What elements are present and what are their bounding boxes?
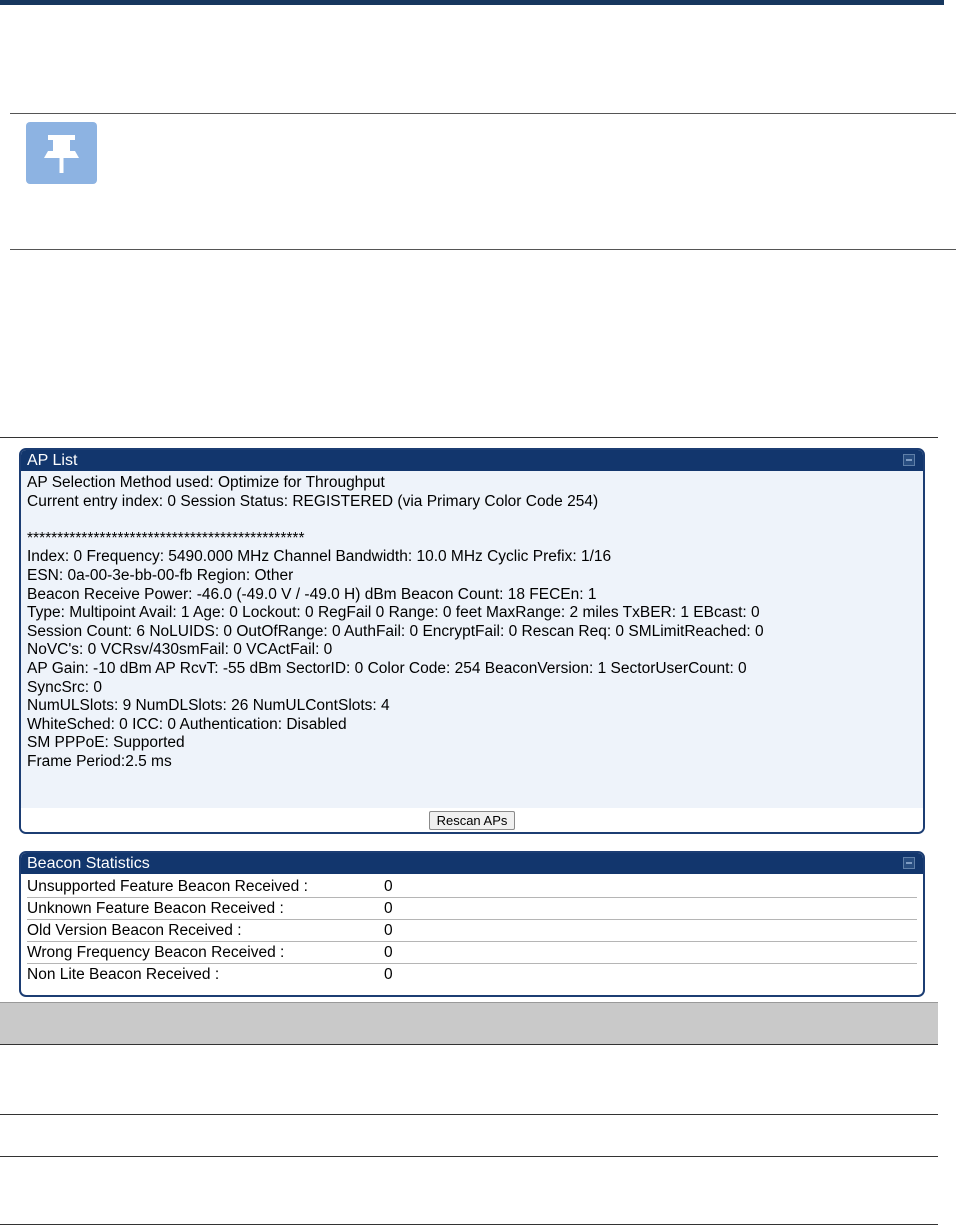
- beacon-statistics-table: [27, 876, 917, 985]
- table-divider: [0, 1044, 938, 1045]
- ap-list-line: NoVC's: 0 VCRsv/430smFail: 0 VCActFail: 0: [27, 641, 333, 659]
- table-row: [27, 964, 917, 986]
- table-divider: [0, 1224, 938, 1225]
- rescan-aps-button[interactable]: Rescan APs: [429, 811, 516, 830]
- collapse-icon[interactable]: [903, 454, 915, 466]
- ap-list-line: Beacon Receive Power: -46.0 (-49.0 V / -49.0 H) dBm Beacon Count: 18 FECEn: 1: [27, 585, 597, 603]
- ap-list-panel: [19, 448, 925, 834]
- ap-list-line: Current entry index: 0 Session Status: REGISTERED (via Primary Color Code 254): [27, 492, 599, 510]
- ap-list-separator: **********************************************: [27, 529, 305, 547]
- table-header-bar: [0, 1002, 938, 1045]
- beacon-statistics-title: Beacon Statistics: [27, 855, 150, 872]
- ap-list-line: Frame Period:2.5 ms: [27, 752, 172, 770]
- stat-value: 0: [384, 942, 917, 964]
- ap-list-line: SyncSrc: 0: [27, 678, 102, 696]
- ap-list-header: [21, 450, 923, 471]
- table-row: [27, 942, 917, 964]
- collapse-icon[interactable]: [903, 857, 915, 869]
- ap-list-line: [27, 511, 923, 530]
- stat-label: Non Lite Beacon Received :: [27, 965, 220, 983]
- ap-list-body: [21, 471, 923, 772]
- stat-label: Wrong Frequency Beacon Received :: [27, 942, 384, 964]
- table-row: [27, 920, 917, 942]
- stat-label: Unsupported Feature Beacon Received :: [27, 876, 384, 898]
- stat-value: 0: [384, 876, 917, 898]
- beacon-statistics-panel: [19, 851, 925, 997]
- note-bottom-rule: [10, 249, 956, 250]
- table-row: [27, 898, 917, 920]
- table-row: [27, 876, 917, 898]
- ap-list-line: AP Gain: -10 dBm AP RcvT: -55 dBm SectorID: 0 Color Code: 254 BeaconVersion: 1 SectorUserCount: 0: [27, 659, 747, 677]
- ap-list-line: Session Count: 6 NoLUIDS: 0 OutOfRange: 0 AuthFail: 0 EncryptFail: 0 Rescan Req: 0 SMLimitReached: 0: [27, 622, 764, 640]
- screenshot-frame-top: [0, 437, 938, 438]
- stat-value: 0: [384, 898, 917, 920]
- ap-list-line: Index: 0 Frequency: 5490.000 MHz Channel Bandwidth: 10.0 MHz Cyclic Prefix: 1/16: [27, 548, 612, 566]
- ap-list-line: ESN: 0a-00-3e-bb-00-fb Region: Other: [27, 566, 294, 584]
- ap-list-line: WhiteSched: 0 ICC: 0 Authentication: Disabled: [27, 715, 347, 733]
- ap-list-line: SM PPPoE: Supported: [27, 734, 185, 752]
- note-top-rule: [10, 113, 956, 114]
- stat-value: 0: [384, 920, 917, 942]
- pushpin-icon: [26, 122, 97, 184]
- table-divider: [0, 1114, 938, 1115]
- stat-value: 0: [384, 965, 393, 983]
- table-divider: [0, 1156, 938, 1157]
- stat-label: Old Version Beacon Received :: [27, 920, 384, 942]
- ap-list-footer: [21, 808, 923, 832]
- ap-list-title: AP List: [27, 452, 78, 469]
- ap-list-line: NumULSlots: 9 NumDLSlots: 26 NumULContSlots: 4: [27, 697, 390, 715]
- beacon-statistics-header: [21, 853, 923, 874]
- stat-label: Unknown Feature Beacon Received :: [27, 898, 384, 920]
- ap-list-line: Type: Multipoint Avail: 1 Age: 0 Lockout: 0 RegFail 0 Range: 0 feet MaxRange: 2 miles TxBER: 1 EBcast: 0: [27, 604, 760, 622]
- ap-list-line: AP Selection Method used: Optimize for Throughput: [27, 474, 385, 491]
- top-rule: [0, 0, 944, 5]
